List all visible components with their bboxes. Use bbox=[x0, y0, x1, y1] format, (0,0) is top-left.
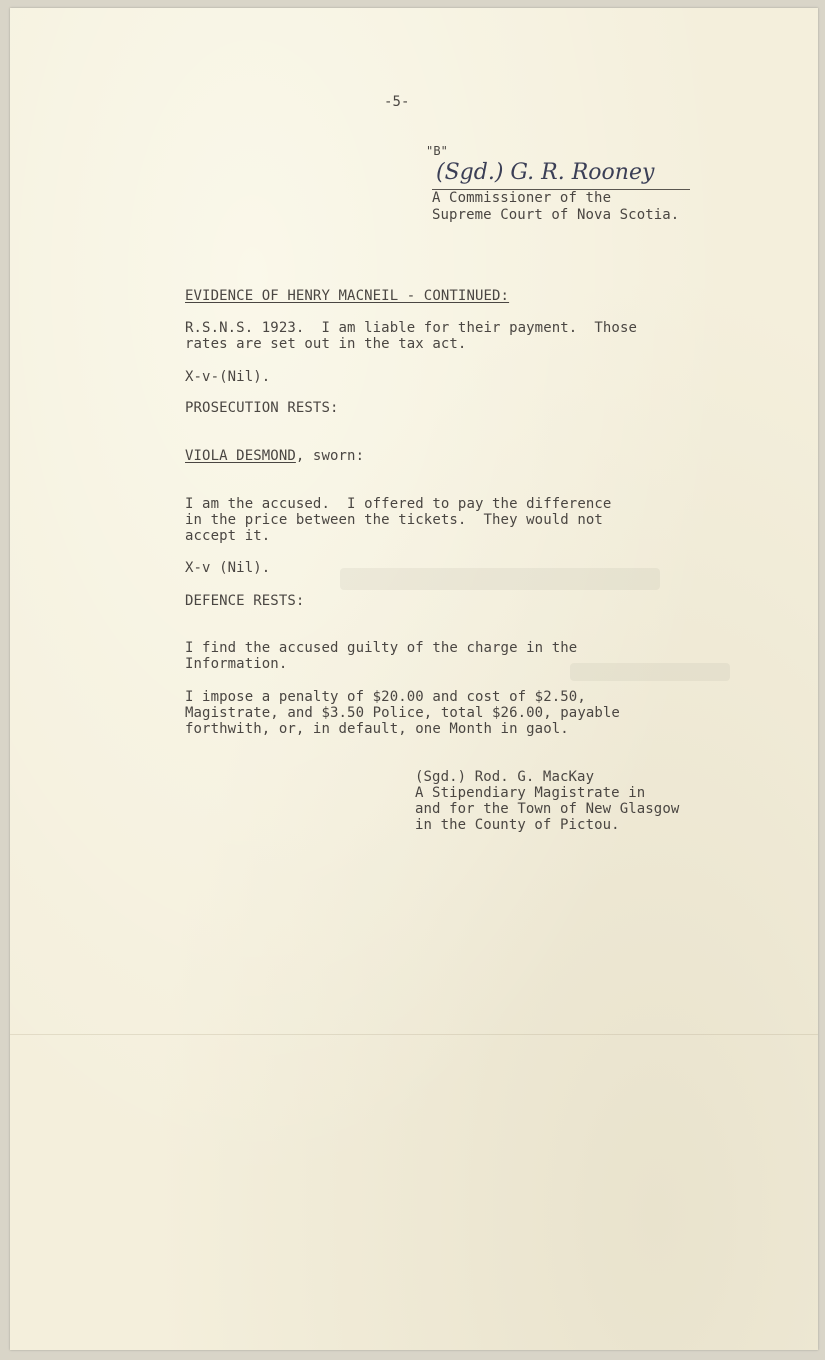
section-heading: EVIDENCE OF HENRY MACNEIL - CONTINUED: bbox=[185, 288, 510, 304]
magistrate-title-line2: and for the Town of New Glasgow bbox=[415, 801, 680, 817]
magistrate-signature: (Sgd.) Rod. G. MacKay bbox=[415, 769, 595, 785]
testimony-line1: I am the accused. I offered to pay the difference bbox=[185, 496, 612, 512]
cross-examination-nil-2: X-v (Nil). bbox=[185, 560, 271, 576]
exhibit-mark: "B" bbox=[426, 144, 448, 158]
testimony-line2: in the price between the tickets. They would not bbox=[185, 512, 603, 528]
paper-smudge bbox=[570, 663, 730, 681]
witness-line bbox=[185, 448, 364, 464]
magistrate-title-line3: in the County of Pictou. bbox=[415, 817, 620, 833]
testimony-line3: accept it. bbox=[185, 528, 271, 544]
magistrate-title-line1: A Stipendiary Magistrate in bbox=[415, 785, 646, 801]
paper-fold-line bbox=[10, 1034, 818, 1035]
prosecution-rests: PROSECUTION RESTS: bbox=[185, 400, 339, 416]
paragraph1-line1: R.S.N.S. 1923. I am liable for their payment. Those bbox=[185, 320, 638, 336]
witness-name: VIOLA DESMOND bbox=[185, 448, 296, 464]
witness-sworn: , sworn: bbox=[295, 448, 365, 464]
defence-rests: DEFENCE RESTS: bbox=[185, 593, 305, 609]
finding-line2: Information. bbox=[185, 656, 288, 672]
finding-line1: I find the accused guilty of the charge in the bbox=[185, 640, 578, 656]
penalty-line3: forthwith, or, in default, one Month in gaol. bbox=[185, 721, 569, 737]
paper-smudge bbox=[340, 568, 660, 590]
commissioner-handwritten-signature: (Sgd.) G. R. Rooney bbox=[436, 160, 655, 185]
commissioner-title-line1: A Commissioner of the bbox=[432, 190, 612, 206]
cross-examination-nil-1: X-v-(Nil). bbox=[185, 369, 271, 385]
penalty-line1: I impose a penalty of $20.00 and cost of $2.50, bbox=[185, 689, 586, 705]
document-page bbox=[10, 8, 818, 1350]
paragraph1-line2: rates are set out in the tax act. bbox=[185, 336, 467, 352]
commissioner-title-line2: Supreme Court of Nova Scotia. bbox=[432, 207, 680, 223]
page-number: -5- bbox=[384, 94, 410, 110]
penalty-line2: Magistrate, and $3.50 Police, total $26.00, payable bbox=[185, 705, 620, 721]
